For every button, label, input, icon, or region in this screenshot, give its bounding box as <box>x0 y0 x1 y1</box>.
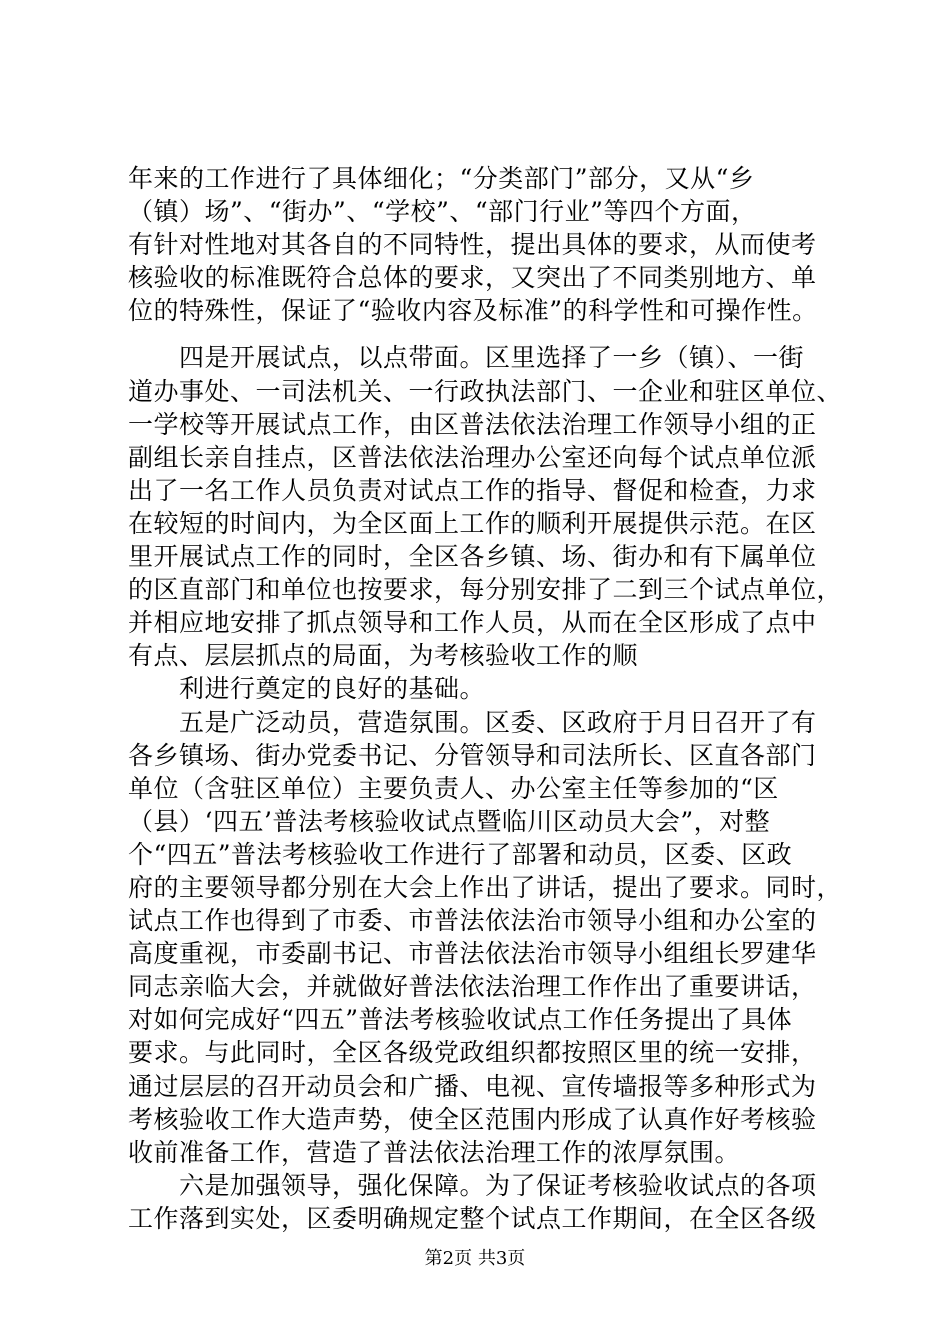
text-line: 道办事处、一司法机关、一行政执法部门、一企业和驻区单位、 <box>128 376 843 406</box>
text-line: 五是广泛动员，营造氛围。区委、区政府于月日召开了有 <box>128 707 817 737</box>
text-line: 位的特殊性，保证了“验收内容及标准”的科学性和可操作性。 <box>128 296 818 326</box>
text-line: （县）‘四五’普法考核验收试点暨临川区动员大会”，对整 <box>128 806 771 836</box>
text-line: 个“四五”普法考核验收工作进行了部署和动员，区委、区政 <box>128 839 793 869</box>
text-line: 通过层层的召开动员会和广播、电视、宣传墙报等多种形式为 <box>128 1071 817 1101</box>
text-line: 年来的工作进行了具体细化；“分类部门”部分，又从“乡 <box>128 164 755 193</box>
paragraph-gap <box>128 327 848 341</box>
text-line: 利进行奠定的良好的基础。 <box>128 674 486 704</box>
text-line: 出了一名工作人员负责对试点工作的指导、督促和检查，力求 <box>128 475 817 505</box>
text-line: 有点、层层抓点的局面，为考核验收工作的顺 <box>128 641 639 671</box>
text-line: 单位（含驻区单位）主要负责人、办公室主任等参加的“区 <box>128 773 779 803</box>
text-line: 一学校等开展试点工作，由区普法依法治理工作领导小组的正 <box>128 409 817 439</box>
text-line: 的区直部门和单位也按要求，每分别安排了二到三个试点单位， <box>128 575 843 605</box>
text-line: 收前准备工作，营造了普法依法治理工作的浓厚氛围。 <box>128 1137 741 1167</box>
text-line: 对如何完成好“四五”普法考核验收试点工作任务提出了具体 <box>128 1005 793 1035</box>
text-line: 高度重视，市委副书记、市普法依法治市领导小组组长罗建华 <box>128 939 817 969</box>
text-line: 四是开展试点，以点带面。区里选择了一乡（镇）、一街 <box>128 343 805 373</box>
text-line: 有针对性地对其各自的不同特性，提出具体的要求，从而使考 <box>128 230 817 260</box>
page-number-footer: 第2页 共3页 <box>424 1248 526 1269</box>
text-line: 里开展试点工作的同时，全区各乡镇、场、街办和有下属单位 <box>128 542 817 572</box>
text-line: 核验收的标准既符合总体的要求，又突出了不同类别地方、单 <box>128 263 817 293</box>
text-line: 工作落到实处，区委明确规定整个试点工作期间，在全区各级 <box>128 1203 817 1233</box>
text-line: 副组长亲自挂点，区普法依法治理办公室还向每个试点单位派 <box>128 442 817 472</box>
text-line: 在较短的时间内，为全区面上工作的顺利开展提供示范。在区 <box>128 508 817 538</box>
text-line: 府的主要领导都分别在大会上作出了讲话，提出了要求。同时， <box>128 872 843 902</box>
text-line: 试点工作也得到了市委、市普法依法治市领导小组和办公室的 <box>128 906 817 936</box>
text-line: 并相应地安排了抓点领导和工作人员，从而在全区形成了点中 <box>128 608 817 638</box>
text-line: （镇）场”、“街办”、“学校”、“部门行业”等四个方面， <box>128 197 757 227</box>
text-line: 同志亲临大会，并就做好普法依法治理工作作出了重要讲话， <box>128 972 817 1002</box>
text-line: 各乡镇场、街办党委书记、分管领导和司法所长、区直各部门 <box>128 740 817 770</box>
text-line: 要求。与此同时，全区各级党政组织都按照区里的统一安排， <box>128 1038 817 1068</box>
text-line: 六是加强领导，强化保障。为了保证考核验收试点的各项 <box>128 1170 817 1200</box>
body-text <box>128 162 848 1235</box>
text-line: 考核验收工作大造声势，使全区范围内形成了认真作好考核验 <box>128 1104 817 1134</box>
